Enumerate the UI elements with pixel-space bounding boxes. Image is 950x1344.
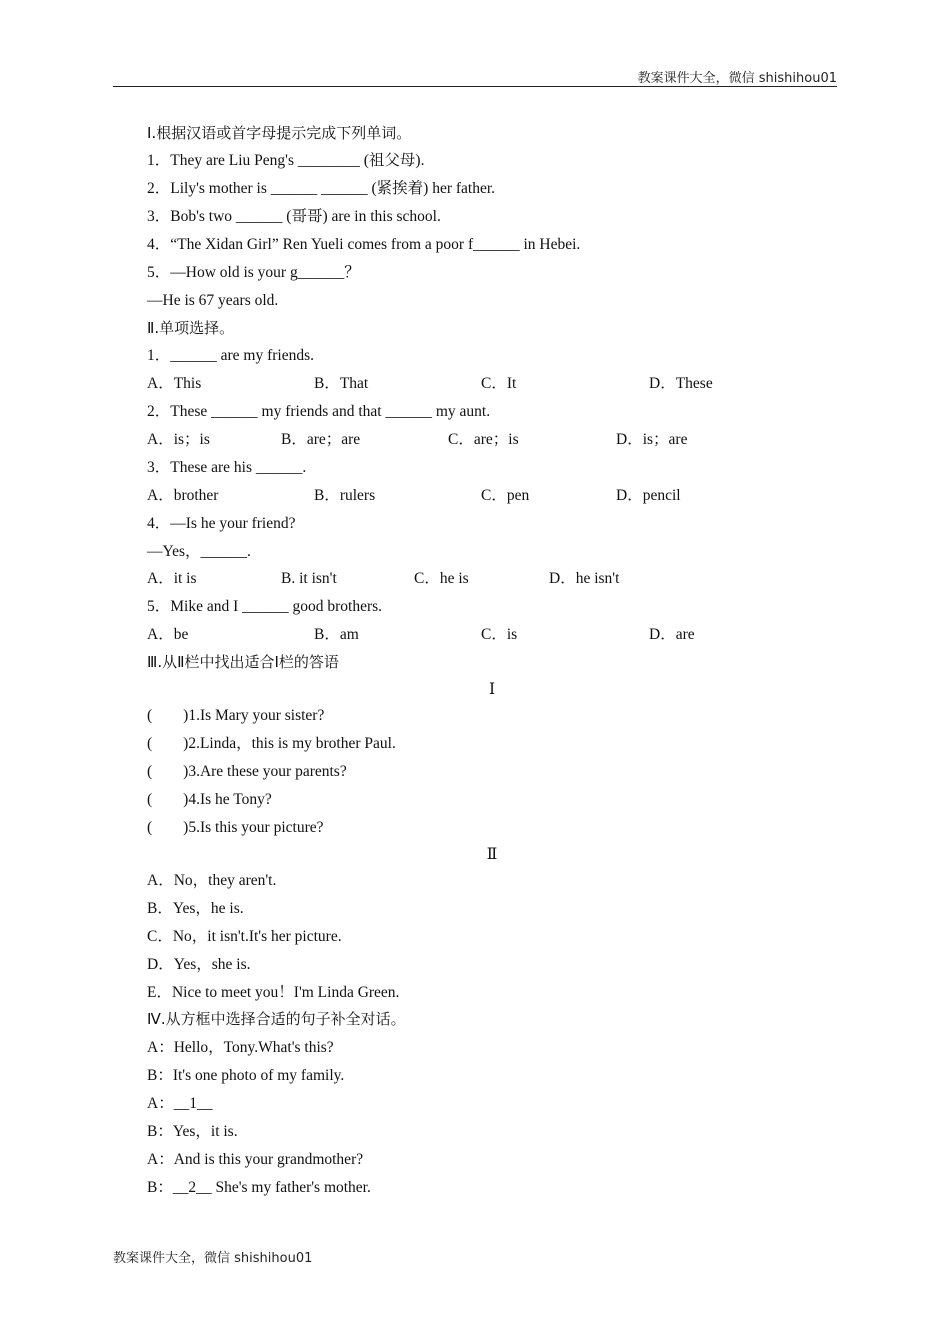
s1-item-3: 3．Bob's two ______ (哥哥) are in this school. — [147, 208, 441, 225]
s3-col1-item-5: ( )5.Is this your picture? — [147, 819, 324, 836]
s2-q2-option-c: C．are；is — [448, 431, 519, 448]
s3-col1-item-3: ( )3.Are these your parents? — [147, 763, 347, 780]
s2-q1-option-a: A．This — [147, 375, 202, 392]
section-1-title: Ⅰ.根据汉语或首字母提示完成下列单词。 — [147, 124, 412, 142]
s2-q4-option-c: C．he is — [414, 570, 469, 587]
s3-col1-item-1: ( )1.Is Mary your sister? — [147, 707, 325, 724]
s3-col1-item-4: ( )4.Is he Tony? — [147, 791, 272, 808]
s2-q4-stem-answer: —Yes，______. — [147, 543, 251, 560]
s3-col2-item-e: E．Nice to meet you！I'm Linda Green. — [147, 984, 400, 1001]
s2-q1-stem: 1．______ are my friends. — [147, 347, 315, 364]
s1-item-2: 2．Lily's mother is ______ ______ (紧挨着) her father. — [147, 180, 496, 197]
dialogue-line-3 — [147, 1094, 212, 1114]
page-footer: 教案课件大全，微信 shishihou01 — [113, 1251, 313, 1266]
s3-col1-item-2: ( )2.Linda，this is my brother Paul. — [147, 735, 396, 752]
section-4-title: Ⅳ.从方框中选择合适的句子补全对话。 — [147, 1010, 406, 1028]
s2-q3-option-b: B．rulers — [314, 487, 376, 504]
s2-q3-stem: 3．These are his ______. — [147, 459, 307, 476]
s2-q2-option-a: A．is；is — [147, 431, 210, 448]
s3-col2-item-b: B．Yes，he is. — [147, 900, 244, 917]
s2-q4-option-b: B. it isn't — [281, 570, 337, 587]
s2-q4-option-a: A．it is — [147, 570, 197, 587]
s1-item-5-answer: —He is 67 years old. — [147, 292, 279, 309]
dialogue-speaker-b: B： — [147, 1179, 173, 1196]
s1-item-4: 4．“The Xidan Girl” Ren Yueli comes from a poor f______ in Hebei. — [147, 236, 581, 253]
dialogue-blank-1: __1__ — [173, 1095, 213, 1112]
s2-q2-option-d: D．is；are — [616, 431, 688, 448]
s3-col2-item-a: A．No，they aren't. — [147, 872, 277, 889]
s3-col2-item-c: C．No，it isn't.It's her picture. — [147, 928, 342, 945]
s2-q4-stem: 4．—Is he your friend? — [147, 515, 296, 532]
s2-q2-option-b: B．are；are — [281, 431, 361, 448]
section-2-title: Ⅱ.单项选择。 — [147, 319, 235, 337]
dialogue-line-5: A：And is this your grandmother? — [147, 1151, 364, 1168]
s2-q3-option-d: D．pencil — [616, 487, 681, 504]
dialogue-line-6 — [147, 1178, 371, 1198]
s2-q1-option-c: C．It — [481, 375, 517, 392]
s2-q5-stem: 5．Mike and I ______ good brothers. — [147, 598, 383, 615]
section-3-title: Ⅲ.从Ⅱ栏中找出适合Ⅰ栏的答语 — [147, 653, 339, 671]
s1-item-5: 5．—How old is your g______？ — [147, 264, 360, 281]
s3-col2-item-d: D．Yes，she is. — [147, 956, 251, 973]
header-text: 教案课件大全，微信 shishihou01 — [637, 71, 837, 86]
s2-q5-option-b: B．am — [314, 626, 359, 643]
s2-q1-option-d: D．These — [649, 375, 713, 392]
s2-q5-option-d: D．are — [649, 626, 695, 643]
s2-q4-option-d: D．he isn't — [549, 570, 620, 587]
dialogue-line-2: B：It's one photo of my family. — [147, 1067, 345, 1084]
column-1-label: Ⅰ — [488, 681, 496, 698]
dialogue-line-4: B：Yes，it is. — [147, 1123, 238, 1140]
page-header — [113, 64, 837, 87]
s2-q5-option-c: C．is — [481, 626, 518, 643]
s2-q2-stem: 2．These ______ my friends and that ______ my aunt. — [147, 403, 491, 420]
s2-q3-option-a: A．brother — [147, 487, 219, 504]
dialogue-line-1: A：Hello，Tony.What's this? — [147, 1039, 334, 1056]
s1-item-1: 1．They are Liu Peng's ________ (祖父母). — [147, 152, 425, 169]
dialogue-speaker-a: A： — [147, 1095, 174, 1112]
column-2-label: Ⅱ — [486, 846, 498, 863]
dialogue-line-6-rest: She's my father's mother. — [211, 1179, 371, 1196]
s2-q1-option-b: B．That — [314, 375, 369, 392]
s2-q3-option-c: C．pen — [481, 487, 530, 504]
s2-q5-option-a: A．be — [147, 626, 189, 643]
dialogue-blank-2: __2__ — [172, 1179, 212, 1196]
